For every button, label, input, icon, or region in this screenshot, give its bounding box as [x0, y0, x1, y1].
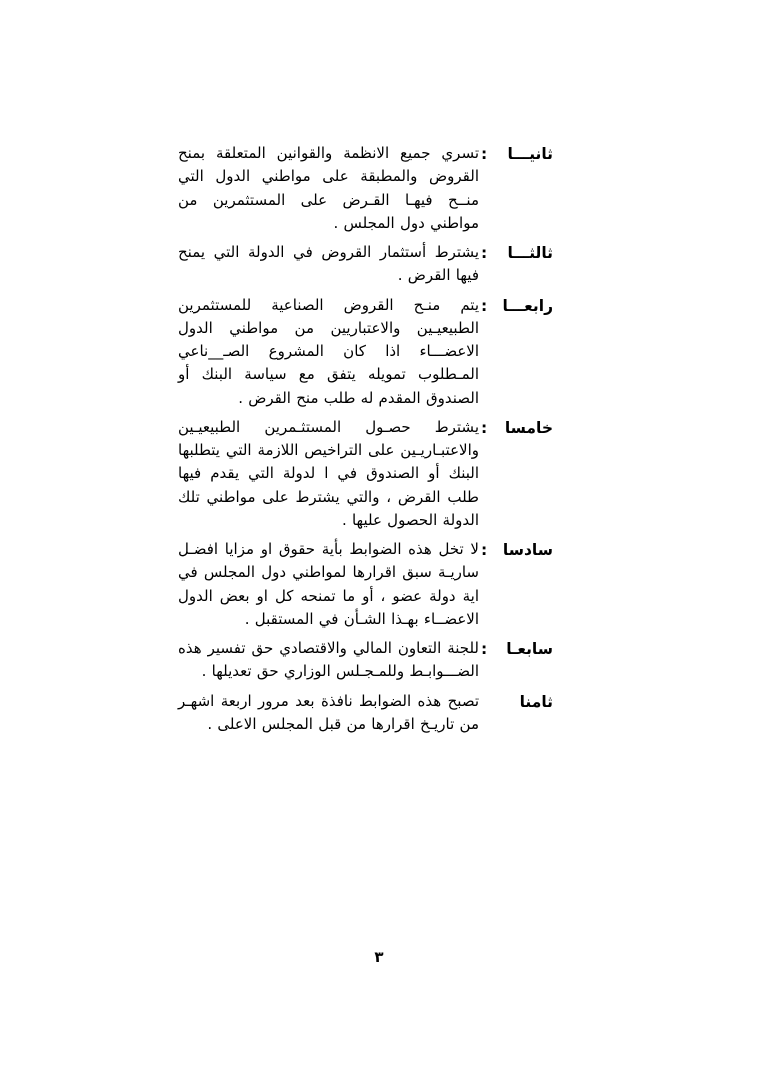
- clause-colon: :: [481, 244, 488, 262]
- clause-item: [178, 538, 553, 631]
- page-number: ٣: [374, 948, 384, 966]
- clause-label: [479, 241, 553, 265]
- clause-label-text: سادسا: [502, 541, 553, 559]
- clause-label-text: خامسا: [504, 418, 553, 437]
- clause-label: [479, 690, 553, 714]
- clause-label: [479, 637, 553, 661]
- clause-body: للجنة التعاون المالي والاقتصادي حق تفسير هذه الضـــوابـط وللمـجـلس الوزاري حق تعديلها .: [178, 639, 479, 681]
- clause-body: لا تخل هذه الضوابط بأية حقوق او مزايا افضـل ساريـة سبق اقرارها لمواطني دول المجلس في اية دولة عضو ، أو ما تمنحه كل او بعض الدول الاعضــاء بهـذا الشـأن في المستقبل .: [178, 540, 479, 628]
- clause-item: [178, 294, 553, 410]
- clause-item: [178, 142, 553, 235]
- clause-colon: :: [481, 145, 488, 163]
- clause-label-text: ثامنا: [519, 692, 553, 711]
- clause-item: [178, 416, 553, 532]
- clause-body: يشترط حصـول المستثـمرين الطبيعيـين والاعتبـاريـين على التراخيص اللازمة التي يتطلبها البنك أو الصندوق في ا لدولة التي يقدم فيها طلب القرض ، والتي يشترط على مواطني تلك الدولة الحصول عليها .: [178, 417, 479, 529]
- clause-label: [479, 142, 553, 166]
- clause-body: تصبح هذه الضوابط نافذة بعد مرور اربعة اشهـر من تاريـخ اقرارها من قبل المجلس الاعلى .: [178, 691, 479, 733]
- clause-colon: :: [481, 541, 488, 559]
- clause-colon: :: [481, 640, 488, 658]
- clause-body: تسري جميع الانظمة والقوانين المتعلقة بمنح القروض والمطبقة على مواطني الدول التي منــح فيهـا القـرض على المستثمرين من مواطني دول المجلس .: [178, 144, 479, 232]
- clause-label: [479, 416, 553, 440]
- clause-body: يتم منـح القروض الصناعية للمستثمرين الطبيعيـين والاعتباريين من مواطني الدول الاعضـــاء اذا كان المشروع الصـ__ناعي المـطلوب تمويله يتفق مع سياسة البنك أو الصندوق المقدم له طلب منح القرض .: [178, 295, 479, 407]
- clause-colon: :: [481, 296, 488, 315]
- clause-label-text: سابعـا: [506, 640, 553, 658]
- clause-item: [178, 241, 553, 288]
- clause-body: يشترط أستثمار القروض في الدولة التي يمنح فيها القرض .: [178, 243, 479, 285]
- clause-label: [479, 538, 553, 562]
- clause-item: [178, 690, 553, 737]
- clause-item: [178, 637, 553, 684]
- clause-colon: :: [481, 418, 488, 437]
- clause-label: [479, 294, 553, 318]
- clause-label-text: رابعـــا: [502, 296, 553, 315]
- clause-list: [178, 142, 553, 742]
- clause-label-text: ثالثـــا: [507, 244, 553, 262]
- clause-label-text: ثانيـــا: [507, 145, 553, 163]
